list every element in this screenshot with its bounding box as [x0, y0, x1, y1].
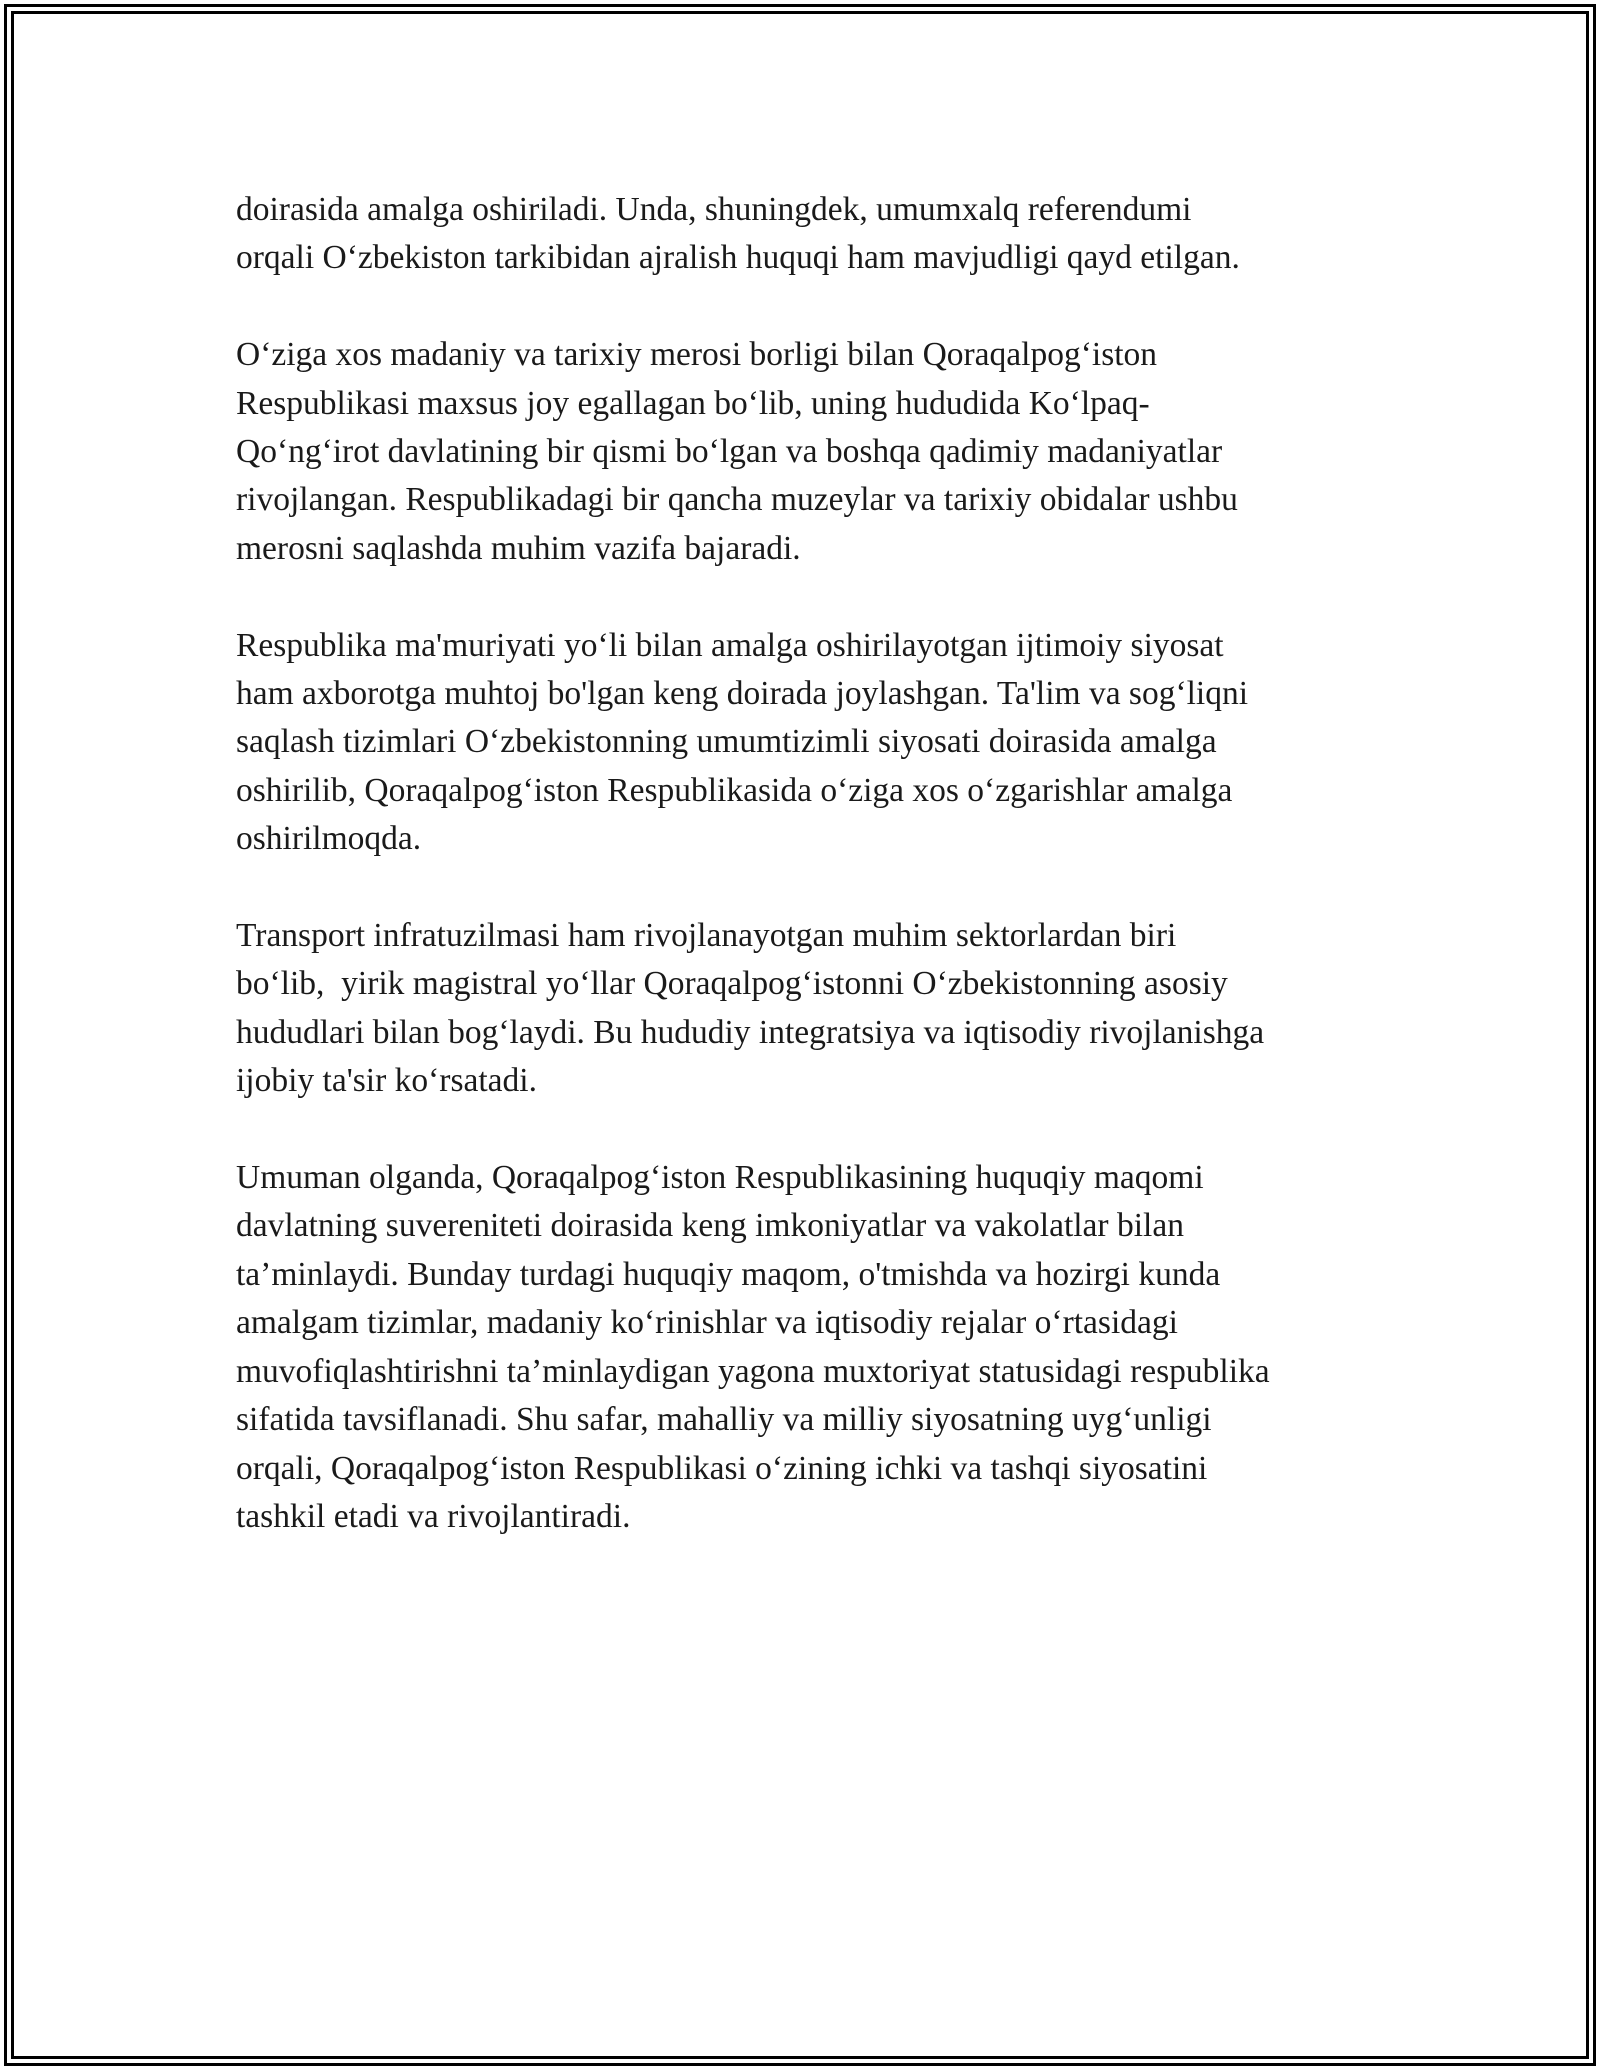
- paragraph-1: [236, 186, 1376, 283]
- text-line: hududlari bilan bog‘laydi. Bu hududiy integratsiya va iqtisodiy rivojlanishga: [236, 1013, 1265, 1051]
- paragraph-2: [236, 331, 1376, 573]
- text-line: bo‘lib, yirik magistral yo‘llar Qoraqalpog‘istonni O‘zbekistonning asosiy: [236, 965, 1228, 1003]
- text-line: Umuman olganda, Qoraqalpog‘iston Respublikasining huquqiy maqomi: [236, 1159, 1204, 1197]
- text-line: orqali, Qoraqalpog‘iston Respublikasi o‘zining ichki va tashqi siyosatini: [236, 1449, 1208, 1487]
- text-line: doirasida amalga oshiriladi. Unda, shuningdek, umumxalq referendumi: [236, 191, 1192, 228]
- text-line: ijobiy ta'sir ko‘rsatadi.: [236, 1062, 537, 1100]
- document-body: [236, 186, 1376, 1590]
- text-line: Respublika ma'muriyati yo‘li bilan amalga oshirilayotgan ijtimoiy siyosat: [236, 626, 1224, 664]
- text-line: tashkil etadi va rivojlantiradi.: [236, 1497, 631, 1535]
- text-line: muvofiqlashtirishni ta’minlaydigan yagona muxtoriyat statusidagi respublika: [236, 1352, 1270, 1390]
- paragraph-4: [236, 912, 1376, 1106]
- text-line: davlatning suvereniteti doirasida keng imkoniyatlar va vakolatlar bilan: [236, 1207, 1184, 1245]
- text-line: saqlash tizimlari O‘zbekistonning umumtizimli siyosati doirasida amalga: [236, 723, 1217, 761]
- text-line: oshirilib, Qoraqalpog‘iston Respublikasida o‘ziga xos o‘zgarishlar amalga: [236, 771, 1233, 809]
- text-line: Qo‘ng‘irot davlatining bir qismi bo‘lgan va boshqa qadimiy madaniyatlar: [236, 433, 1223, 471]
- text-line: O‘ziga xos madaniy va tarixiy merosi borligi bilan Qoraqalpog‘iston: [236, 336, 1158, 374]
- paragraph-3: [236, 622, 1376, 864]
- text-line: Respublikasi maxsus joy egallagan bo‘lib, uning hududida Ko‘lpaq-: [236, 384, 1150, 422]
- text-line: oshirilmoqda.: [236, 820, 422, 858]
- paragraph-5: [236, 1154, 1376, 1541]
- text-line: ham axborotga muhtoj bo'lgan keng doirada joylashgan. Ta'lim va sog‘liqni: [236, 675, 1249, 713]
- text-line: Transport infratuzilmasi ham rivojlanayotgan muhim sektorlardan biri: [236, 917, 1177, 955]
- text-line: ta’minlaydi. Bunday turdagi huquqiy maqom, o'tmishda va hozirgi kunda: [236, 1255, 1221, 1293]
- text-line: sifatida tavsiflanadi. Shu safar, mahalliy va milliy siyosatning uyg‘unligi: [236, 1401, 1212, 1439]
- text-line: merosni saqlashda muhim vazifa bajaradi.: [236, 529, 801, 567]
- text-line: orqali O‘zbekiston tarkibidan ajralish huquqi ham mavjudligi qayd etilgan.: [236, 239, 1240, 277]
- text-line: amalgam tizimlar, madaniy ko‘rinishlar va iqtisodiy rejalar o‘rtasidagi: [236, 1304, 1178, 1342]
- text-line: rivojlangan. Respublikadagi bir qancha muzeylar va tarixiy obidalar ushbu: [236, 481, 1238, 519]
